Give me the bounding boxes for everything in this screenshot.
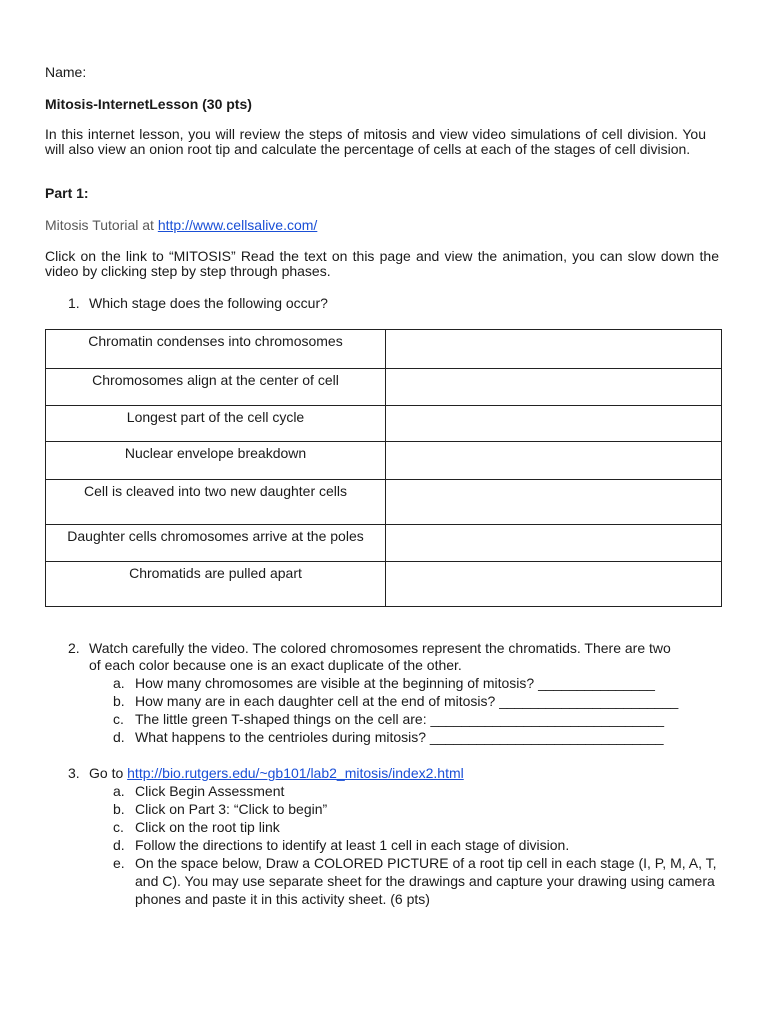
list-item (68, 782, 723, 800)
stage-description: Chromosomes align at the center of cell (46, 369, 386, 406)
question-1-number: 1. (68, 295, 80, 311)
item-letter: b. (113, 693, 125, 709)
item-text: Click on the root tip link (135, 819, 280, 835)
intro-paragraph: In this internet lesson, you will review the steps of mitosis and view video simulations of cell division. You will also view an onion root tip and calculate the percentage of cells at each of the stages of cell division. (45, 126, 706, 157)
list-item (68, 674, 723, 692)
item-letter: d. (113, 729, 125, 745)
stage-answer-cell[interactable] (386, 562, 722, 607)
stage-description: Chromatids are pulled apart (46, 562, 386, 607)
question-2-line1 (68, 640, 723, 657)
question-2-subitems (68, 674, 723, 746)
item-text: Follow the directions to identify at least 1 cell in each stage of division. (135, 837, 570, 853)
list-item (68, 710, 723, 728)
stage-description: Daughter cells chromosomes arrive at the poles (46, 525, 386, 562)
question-3-prefix: Go to (89, 765, 128, 781)
item-letter: a. (113, 675, 125, 691)
table-row (46, 330, 722, 369)
stage-answer-cell[interactable] (386, 369, 722, 406)
stage-description: Cell is cleaved into two new daughter cells (46, 480, 386, 525)
item-text: Click on Part 3: “Click to begin” (135, 801, 328, 817)
name-label: Name: (45, 64, 87, 80)
item-letter: c. (113, 819, 124, 835)
table-row (46, 480, 722, 525)
tutorial-prefix: Mitosis Tutorial at (45, 217, 158, 233)
table-row (46, 406, 722, 442)
question-2-number: 2. (68, 640, 80, 656)
item-text: How many are in each daughter cell at the end of mitosis? _______________________ (135, 693, 679, 709)
question-3 (68, 765, 723, 908)
list-item (68, 836, 723, 854)
tutorial-line (45, 217, 317, 233)
stage-answer-cell[interactable] (386, 480, 722, 525)
stage-description: Nuclear envelope breakdown (46, 442, 386, 480)
question-3-line1 (68, 765, 723, 782)
stage-answer-cell[interactable] (386, 442, 722, 480)
item-text: What happens to the centrioles during mitosis? ______________________________ (135, 729, 664, 745)
item-text: Click Begin Assessment (135, 783, 285, 799)
stage-table (45, 329, 722, 607)
list-item (68, 818, 723, 836)
list-item (68, 728, 723, 746)
item-letter: c. (113, 711, 124, 727)
page-title: Mitosis-InternetLesson (30 pts) (45, 96, 252, 112)
table-row (46, 525, 722, 562)
question-2 (68, 640, 723, 746)
stage-answer-cell[interactable] (386, 330, 722, 369)
table-row (46, 369, 722, 406)
question-3-number: 3. (68, 765, 80, 781)
click-instruction: Click on the link to “MITOSIS” Read the text on this page and view the animation, you can slow down the video by clicking step by step through phases. (45, 248, 719, 279)
stage-description: Chromatin condenses into chromosomes (46, 330, 386, 369)
table-row (46, 562, 722, 607)
stage-description: Longest part of the cell cycle (46, 406, 386, 442)
list-item (68, 854, 723, 908)
question-1-text: Which stage does the following occur? (89, 295, 328, 311)
question-3-subitems (68, 782, 723, 908)
item-text: The little green T-shaped things on the cell are: ______________________________ (135, 711, 665, 727)
list-item (68, 692, 723, 710)
list-item (68, 800, 723, 818)
question-1 (68, 295, 328, 311)
item-letter: b. (113, 801, 125, 817)
item-text: How many chromosomes are visible at the beginning of mitosis? _______________ (135, 675, 655, 691)
question-2-text: Watch carefully the video. The colored chromosomes represent the chromatids. There are two (89, 640, 671, 656)
cellsalive-link[interactable]: http://www.cellsalive.com/ (157, 217, 318, 233)
stage-answer-cell[interactable] (386, 406, 722, 442)
item-text: On the space below, Draw a COLORED PICTURE of a root tip cell in each stage (I, P, M, A, T, and C). You may use separate sheet for the drawings and capture your drawing using camera phones and paste it in this activity sheet. (6 pts) (135, 855, 717, 907)
rutgers-link[interactable]: http://bio.rutgers.edu/~gb101/lab2_mitosis/index2.html (127, 765, 464, 781)
stage-answer-cell[interactable] (386, 525, 722, 562)
item-letter: d. (113, 837, 125, 853)
item-letter: e. (113, 855, 125, 871)
question-2-line2: of each color because one is an exact duplicate of the other. (89, 657, 462, 673)
item-letter: a. (113, 783, 125, 799)
table-row (46, 442, 722, 480)
part1-heading: Part 1: (45, 185, 89, 201)
